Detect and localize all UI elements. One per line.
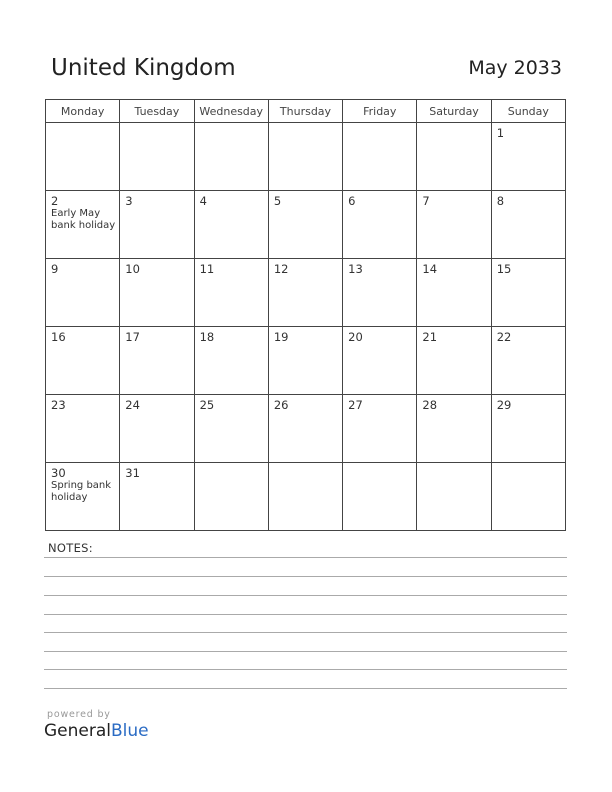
day-cell: [417, 259, 491, 327]
day-number: 6: [348, 194, 356, 208]
brand-logo: [44, 721, 149, 741]
day-number: 22: [496, 330, 512, 344]
day-cell: [194, 463, 268, 531]
day-cell: [46, 463, 120, 531]
day-cell: [491, 259, 565, 327]
note-line: [44, 576, 567, 577]
day-number: 26: [273, 398, 289, 412]
weekday-header-row: [46, 100, 566, 123]
day-cell: [343, 191, 417, 259]
brand-blue: Blue: [111, 721, 149, 741]
note-line: [44, 669, 567, 670]
day-cell: [343, 327, 417, 395]
note-line: [44, 688, 567, 689]
week-row: [46, 327, 566, 395]
holiday-label: Early May bank holiday: [51, 208, 116, 231]
day-number: 3: [125, 194, 133, 208]
day-cell: [120, 191, 194, 259]
weekday-monday: Monday: [46, 100, 120, 123]
weekday-sunday: Sunday: [491, 100, 565, 123]
note-line: [44, 595, 567, 596]
note-line: [44, 651, 567, 652]
week-row: [46, 463, 566, 531]
day-cell: [268, 395, 342, 463]
day-cell: [194, 395, 268, 463]
day-number: 17: [125, 330, 140, 344]
day-cell: [120, 395, 194, 463]
day-number: 21: [422, 330, 438, 344]
day-number: 8: [496, 194, 505, 208]
day-number: 14: [422, 262, 438, 276]
weekday-friday: Friday: [343, 100, 417, 123]
week-row: [46, 395, 566, 463]
day-cell: [491, 123, 565, 191]
day-cell: [46, 123, 120, 191]
brand-general: General: [44, 721, 111, 741]
day-number: 24: [125, 398, 140, 412]
day-cell: [194, 327, 268, 395]
day-number: 5: [273, 194, 282, 208]
day-cell: [268, 123, 342, 191]
day-cell: [194, 191, 268, 259]
day-number: 4: [199, 194, 207, 208]
day-cell: [343, 123, 417, 191]
notes-label: NOTES:: [48, 541, 93, 555]
day-cell: [268, 191, 342, 259]
month-label: May 2033: [468, 57, 562, 79]
day-number: 23: [51, 398, 66, 412]
week-row: [46, 259, 566, 327]
day-cell: [491, 191, 565, 259]
day-number: 13: [348, 262, 363, 276]
weekday-wednesday: Wednesday: [194, 100, 268, 123]
day-cell: [46, 259, 120, 327]
day-number: 16: [51, 330, 66, 344]
day-number: 7: [422, 194, 430, 208]
weekday-saturday: Saturday: [417, 100, 491, 123]
day-cell: [343, 463, 417, 531]
powered-by-text: powered by: [47, 709, 111, 720]
day-cell: [417, 395, 491, 463]
day-cell: [417, 191, 491, 259]
day-cell: [417, 123, 491, 191]
day-number: 11: [199, 262, 215, 276]
week-row: [46, 191, 566, 259]
day-cell: [417, 463, 491, 531]
day-cell: [120, 327, 194, 395]
day-cell: [491, 395, 565, 463]
page-title: United Kingdom: [51, 55, 236, 81]
day-number: 25: [199, 398, 215, 412]
day-cell: [46, 395, 120, 463]
day-number: 9: [51, 262, 59, 276]
day-number: 19: [273, 330, 289, 344]
day-number: 15: [496, 262, 512, 276]
day-cell: [268, 463, 342, 531]
day-number: 10: [125, 262, 140, 276]
day-number: 1: [496, 126, 505, 140]
note-line: [44, 632, 567, 633]
day-cell: [343, 395, 417, 463]
day-cell: [268, 259, 342, 327]
day-cell: [268, 327, 342, 395]
note-line: [44, 614, 567, 615]
holiday-label: Spring bank holiday: [51, 480, 112, 503]
day-cell: [120, 463, 194, 531]
day-number: 20: [348, 330, 363, 344]
calendar-grid: [45, 99, 566, 531]
day-cell: [194, 259, 268, 327]
day-number: 28: [422, 398, 438, 412]
week-row: [46, 123, 566, 191]
day-number: 29: [496, 398, 512, 412]
day-cell: [491, 463, 565, 531]
day-cell: [491, 327, 565, 395]
day-cell: [417, 327, 491, 395]
weekday-tuesday: Tuesday: [120, 100, 194, 123]
day-cell: [120, 123, 194, 191]
day-number: 2: [51, 194, 59, 208]
day-number: 12: [273, 262, 289, 276]
day-number: 18: [199, 330, 215, 344]
day-cell: [120, 259, 194, 327]
note-line: [44, 557, 567, 558]
day-number: 30: [51, 466, 66, 480]
weekday-thursday: Thursday: [268, 100, 342, 123]
day-cell: [194, 123, 268, 191]
day-cell: [46, 327, 120, 395]
day-cell: [343, 259, 417, 327]
day-number: 27: [348, 398, 363, 412]
day-cell: [46, 191, 120, 259]
day-number: 31: [125, 466, 140, 480]
